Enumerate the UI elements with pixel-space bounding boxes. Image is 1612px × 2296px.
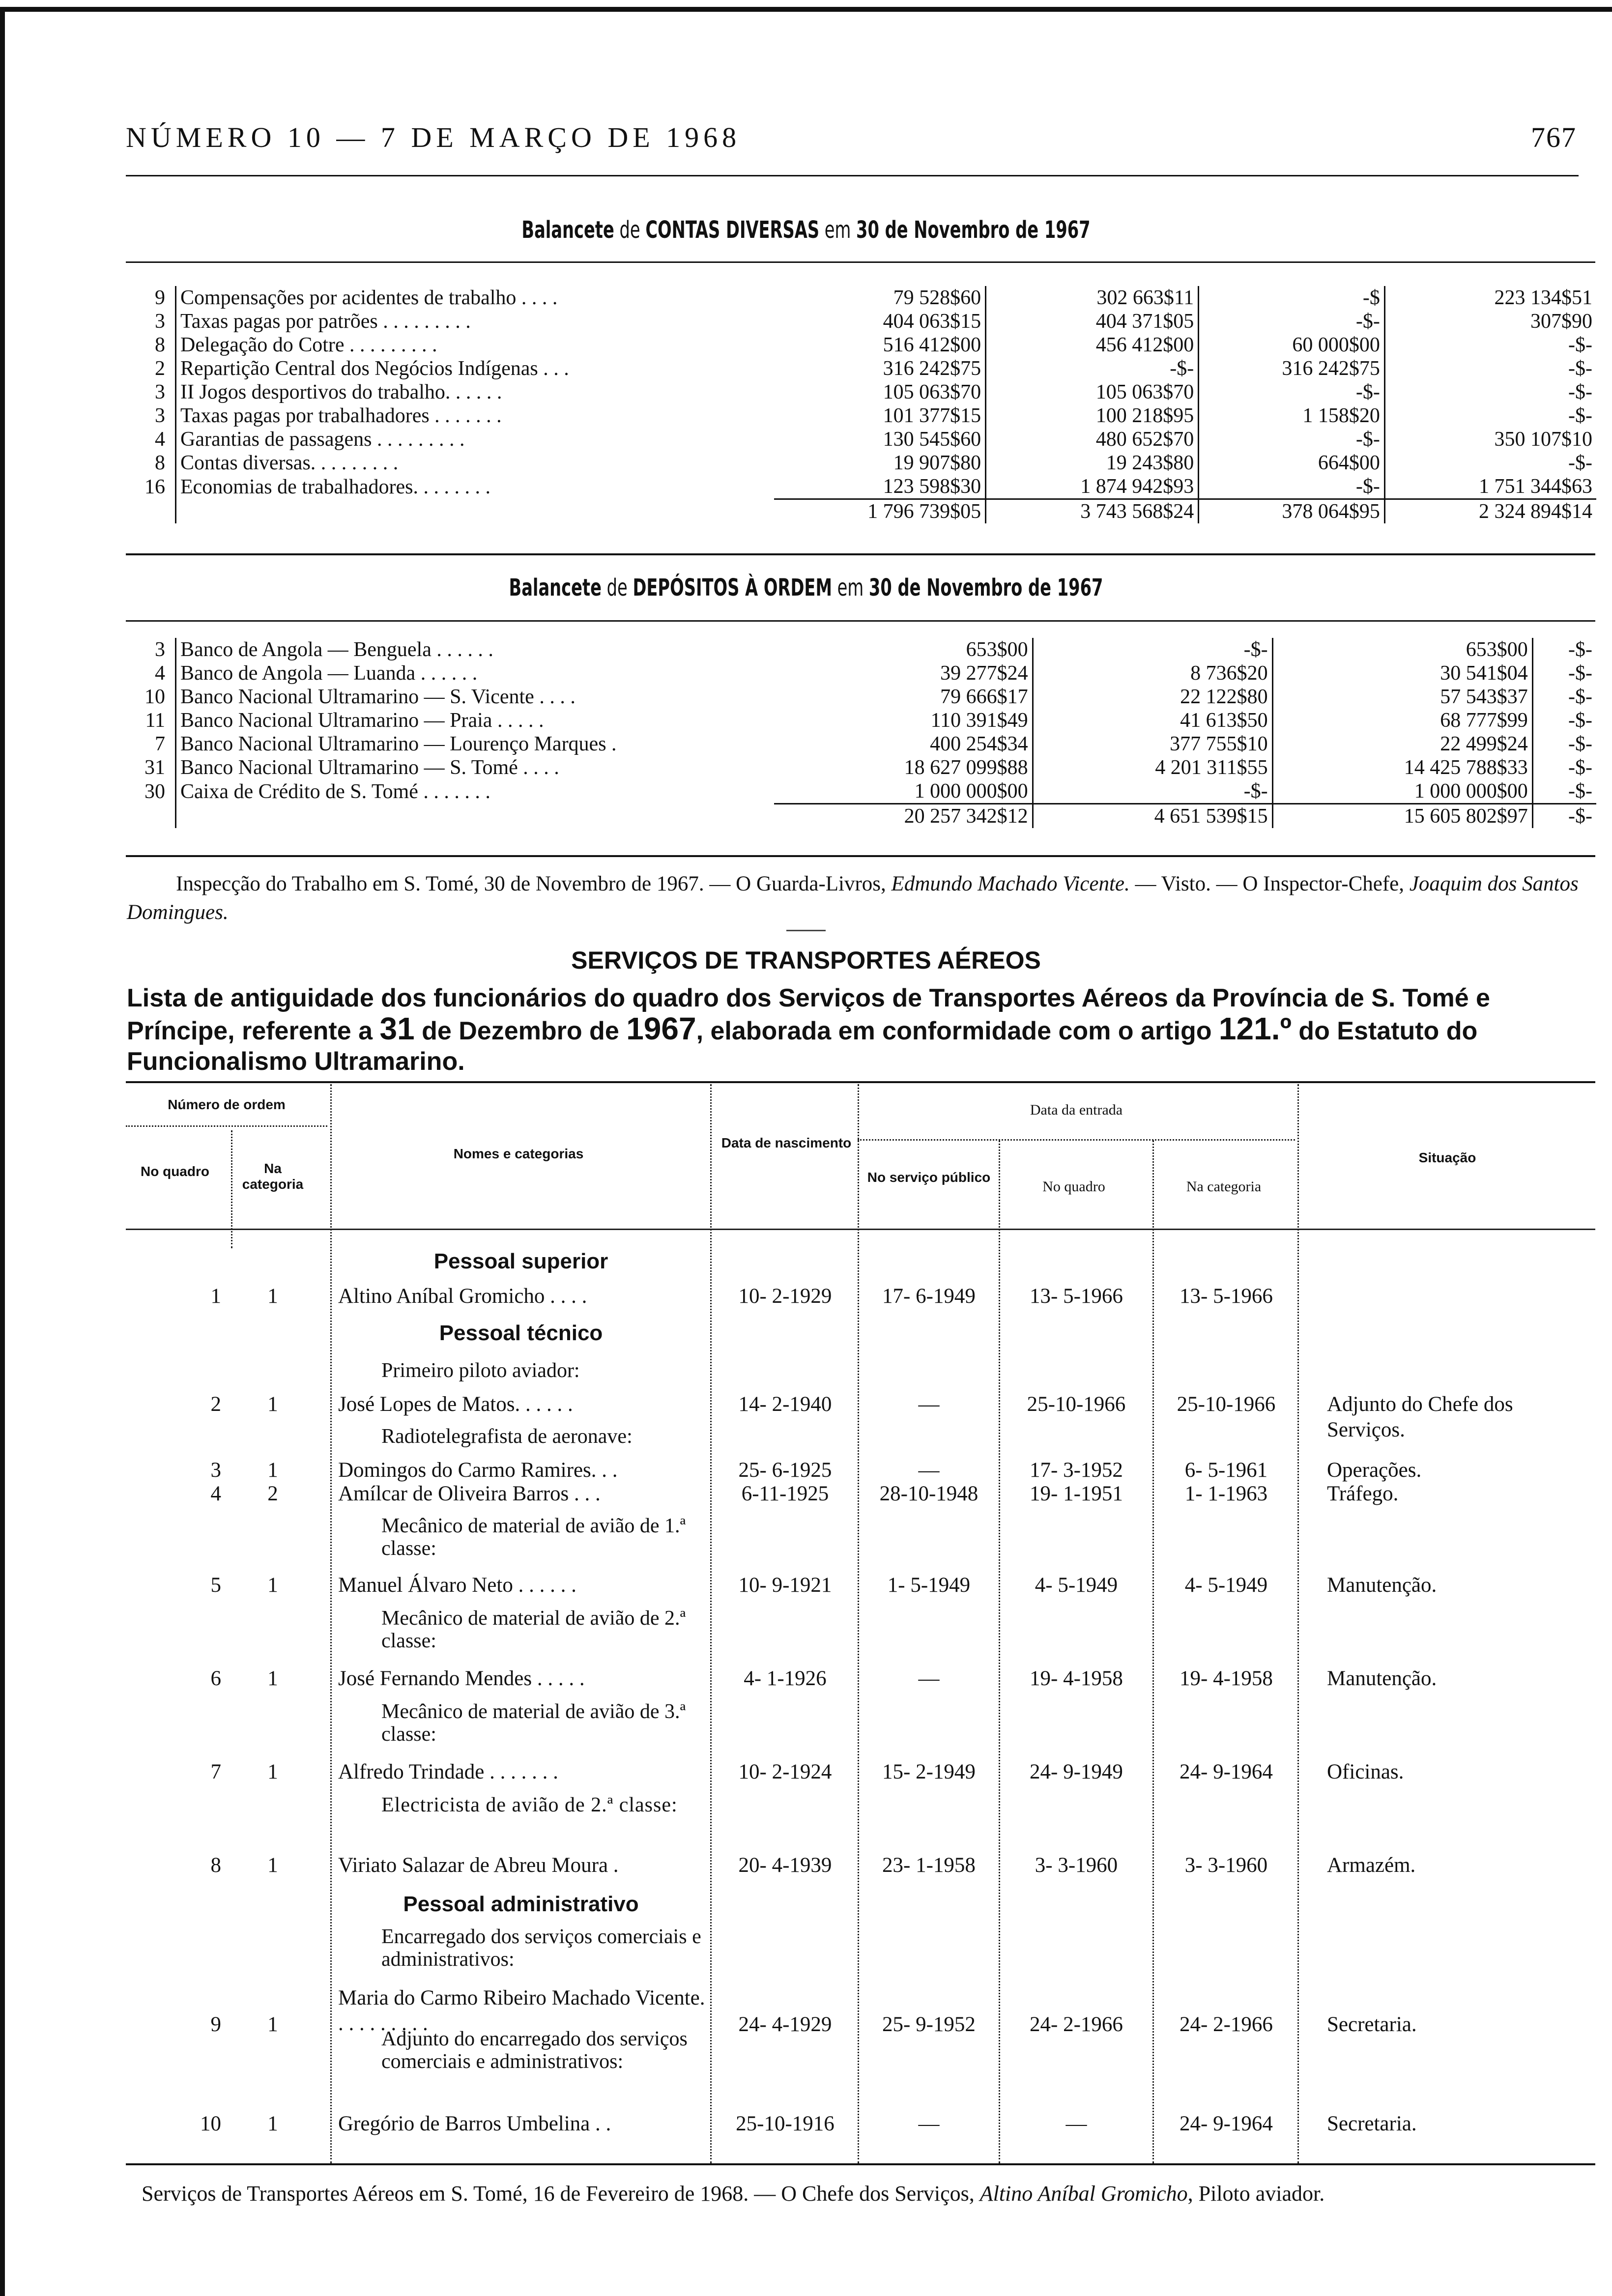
row-value: 30 541$04 <box>1272 661 1532 685</box>
row-value: -$- <box>1568 452 1592 474</box>
row-value: -$- <box>1568 733 1592 755</box>
row-value: 456 412$00 <box>986 333 1199 357</box>
birth-date: 20- 4-1939 <box>738 1854 832 1877</box>
hdr-situacao: Situação <box>1418 1150 1476 1165</box>
row-count: 10 <box>127 685 176 709</box>
row-value: 79 666$17 <box>774 685 1033 709</box>
entry-quadro: — <box>1065 2112 1087 2135</box>
na-categoria-cell: 1 <box>267 1574 278 1597</box>
balance-row <box>127 732 1596 756</box>
footer-text: Serviços de Transportes Aéreos em S. Tomé, 16 de Fevereiro de 1968. — O Chefe dos Serviços, <box>142 2181 980 2206</box>
balance-total-row <box>127 804 1596 829</box>
row-count: 8 <box>127 333 176 357</box>
chefe-name: Altino Aníbal Gromicho <box>979 2181 1188 2206</box>
entry-category: 24- 9-1964 <box>1180 1760 1273 1783</box>
row-value: 79 528$60 <box>774 286 986 310</box>
staff-situation: Adjunto do Chefe dos Serviços. <box>1327 1393 1513 1441</box>
row-value: 101 377$15 <box>774 404 986 428</box>
total-value: 20 257 342$12 <box>774 804 1033 829</box>
guarda-livros-name: Edmundo Machado Vicente. <box>891 872 1130 895</box>
hdr-no-quadro-entrada: No quadro <box>1042 1178 1105 1195</box>
row-value: -$- <box>1033 638 1272 661</box>
birth-date: 4- 1-1926 <box>744 1667 827 1690</box>
total-value: -$- <box>1532 804 1596 829</box>
birth-date: 14- 2-1940 <box>738 1393 832 1416</box>
depositos-top-rule <box>126 620 1595 622</box>
entry-public-service: — <box>918 1459 940 1482</box>
row-value: -$- <box>1568 381 1592 403</box>
title-part: de <box>601 574 633 602</box>
birth-date: 10- 2-1929 <box>738 1285 832 1308</box>
entry-category: 24- 2-1966 <box>1180 2013 1273 2036</box>
staff-name: Alfredo Trindade . . . . . . . <box>338 1760 558 1783</box>
no-quadro-cell: 10 <box>200 2112 221 2135</box>
category-adjunto: Adjunto do encarregado dos serviços comerciais e administrativos: <box>381 2028 688 2073</box>
category-mec2: Mecânico de material de avião de 2.ª classe: <box>381 1607 686 1652</box>
row-value: -$- <box>1568 404 1592 427</box>
row-value: -$ <box>1199 286 1385 310</box>
row-description: Economias de trabalhadores. . . . . . . . <box>180 475 490 498</box>
group-superior: Pessoal superior <box>433 1249 608 1273</box>
row-value: 105 063$70 <box>774 380 986 404</box>
title-part: DEPÓSITOS À ORDEM <box>633 574 832 602</box>
row-count: 3 <box>127 638 176 661</box>
balance-row <box>127 638 1596 661</box>
empty-cell <box>176 804 775 829</box>
row-value: 316 242$75 <box>774 357 986 380</box>
row-count: 30 <box>127 779 176 804</box>
group-tecnico: Pessoal técnico <box>439 1321 603 1345</box>
row-description: Taxas pagas por patrões . . . . . . . . . <box>180 310 471 333</box>
row-value: 4 201 311$55 <box>1033 756 1272 779</box>
row-value: 60 000$00 <box>1199 333 1385 357</box>
balance-total-row <box>127 499 1596 524</box>
row-description: Banco Nacional Ultramarino — Lourenço Marques . <box>180 733 617 755</box>
title-part: CONTAS DIVERSAS <box>645 216 820 244</box>
row-value: 1 158$20 <box>1199 404 1385 428</box>
staff-situation: Manutenção. <box>1327 1574 1437 1597</box>
row-value: -$- <box>986 357 1199 380</box>
balance-row <box>127 428 1596 451</box>
row-value: 400 254$34 <box>774 732 1033 756</box>
staff-situation: Armazém. <box>1327 1854 1416 1877</box>
balance-row <box>127 451 1596 475</box>
depositos-ordem-table <box>127 638 1596 828</box>
category-piloto: Primeiro piloto aviador: <box>381 1359 580 1382</box>
footer-text: , Piloto aviador. <box>1187 2181 1325 2206</box>
row-count: 3 <box>127 310 176 333</box>
no-quadro-cell: 6 <box>210 1667 221 1690</box>
hdr-divider <box>858 1139 1295 1141</box>
row-value: -$- <box>1568 334 1592 356</box>
category-mec1: Mecânico de material de avião de 1.ª classe: <box>381 1515 686 1560</box>
entry-category: 19- 4-1958 <box>1180 1667 1273 1690</box>
row-value: 68 777$99 <box>1272 709 1532 732</box>
entry-public-service: — <box>918 1667 940 1690</box>
staff-bottom-rule <box>126 2163 1595 2165</box>
row-count: 9 <box>127 286 176 310</box>
contas-title <box>177 216 1435 244</box>
no-quadro-cell: 4 <box>210 1482 221 1505</box>
row-value: 307$90 <box>1530 310 1592 333</box>
row-description: Repartição Central dos Negócios Indígenas . . . <box>180 357 569 380</box>
balance-row <box>127 286 1596 310</box>
title-part: em <box>819 216 857 244</box>
balance-row <box>127 404 1596 428</box>
row-value: 1 751 344$63 <box>1479 475 1592 498</box>
group-administrativo: Pessoal administrativo <box>403 1892 639 1916</box>
birth-date: 25- 6-1925 <box>738 1459 832 1482</box>
staff-name: Manuel Álvaro Neto . . . . . . <box>338 1574 576 1597</box>
empty-cell <box>127 804 176 829</box>
row-description: Banco de Angola — Luanda . . . . . . <box>180 662 478 685</box>
hdr-numero-ordem: Número de ordem <box>168 1097 286 1112</box>
balance-row <box>127 661 1596 685</box>
row-description: Banco de Angola — Benguela . . . . . . <box>180 638 493 661</box>
entry-category: 3- 3-1960 <box>1184 1854 1268 1877</box>
title-part: 30 de Novembro de 1967 <box>856 216 1091 244</box>
empty-cell <box>127 499 176 524</box>
row-value: 377 755$10 <box>1033 732 1272 756</box>
intro-text: 31 <box>379 1011 415 1046</box>
entry-category: 6- 5-1961 <box>1184 1459 1268 1482</box>
row-value: -$- <box>1033 779 1272 804</box>
row-value: 404 371$05 <box>986 310 1199 333</box>
row-value: -$- <box>1568 638 1592 661</box>
na-categoria-cell: 1 <box>267 1285 278 1308</box>
row-value: 57 543$37 <box>1272 685 1532 709</box>
birth-date: 25-10-1916 <box>736 2112 835 2135</box>
entry-category: 24- 9-1964 <box>1180 2112 1273 2135</box>
total-value: 4 651 539$15 <box>1033 804 1272 829</box>
entry-quadro: 24- 9-1949 <box>1030 1760 1123 1783</box>
balance-row <box>127 310 1596 333</box>
intro-text: 1967 <box>626 1011 696 1046</box>
row-value: 480 652$70 <box>986 428 1199 451</box>
depositos-title <box>177 574 1435 602</box>
row-value: -$- <box>1568 686 1592 708</box>
balance-row <box>127 709 1596 732</box>
row-value: -$- <box>1199 380 1385 404</box>
staff-situation: Secretaria. <box>1327 2112 1417 2135</box>
intro-text: do Estatuto do Funcionalismo Ultramarino. <box>127 1017 1478 1076</box>
hdr-data-nasc: Data de nascimento <box>721 1135 852 1150</box>
na-categoria-cell: 1 <box>267 2112 278 2135</box>
total-value: 15 605 802$97 <box>1272 804 1532 829</box>
row-count: 3 <box>127 404 176 428</box>
row-value: 223 134$51 <box>1494 287 1592 309</box>
no-quadro-cell: 5 <box>210 1574 221 1597</box>
row-value: 8 736$20 <box>1033 661 1272 685</box>
row-description: II Jogos desportivos do trabalho. . . . . . <box>180 381 502 403</box>
row-value: -$- <box>1568 357 1592 380</box>
entry-quadro: 13- 5-1966 <box>1030 1285 1123 1308</box>
na-categoria-cell: 2 <box>267 1482 278 1505</box>
staff-top-rule <box>126 1081 1595 1083</box>
hdr-divider <box>126 1125 327 1127</box>
balance-row <box>127 357 1596 380</box>
row-value: 516 412$00 <box>774 333 986 357</box>
row-value: 350 107$10 <box>1494 428 1592 451</box>
row-description: Compensações por acidentes de trabalho . . . . <box>180 287 558 309</box>
category-mec3: Mecânico de material de avião de 3.ª classe: <box>381 1700 686 1746</box>
staff-name: Domingos do Carmo Ramires. . . <box>338 1459 618 1482</box>
entry-quadro: 19- 1-1951 <box>1030 1482 1123 1505</box>
row-description: Delegação do Cotre . . . . . . . . . <box>180 334 437 356</box>
birth-date: 24- 4-1929 <box>738 2013 832 2036</box>
servicos-signature <box>127 2180 1596 2208</box>
entry-public-service: 28-10-1948 <box>879 1482 979 1505</box>
entry-quadro: 19- 4-1958 <box>1030 1667 1123 1690</box>
total-value: 2 324 894$14 <box>1384 499 1596 524</box>
col-line <box>330 1084 332 2163</box>
row-value: -$- <box>1568 780 1592 803</box>
title-part: 30 de Novembro de 1967 <box>868 574 1103 602</box>
balance-row <box>127 756 1596 779</box>
row-count: 4 <box>127 428 176 451</box>
row-count: 8 <box>127 451 176 475</box>
no-quadro-cell: 7 <box>210 1760 221 1783</box>
contas-bottom-rule <box>126 553 1595 555</box>
row-value: 110 391$49 <box>774 709 1033 732</box>
total-value: 3 743 568$24 <box>986 499 1199 524</box>
row-value: 41 613$50 <box>1033 709 1272 732</box>
row-value: -$- <box>1568 709 1592 732</box>
intro-text: , elaborada em conformidade com o artigo <box>696 1017 1219 1045</box>
category-electricista: Electricista de avião de 2.ª classe: <box>381 1794 678 1816</box>
hdr-servico-publico: No serviço público <box>867 1170 991 1185</box>
staff-situation: Operações. <box>1327 1459 1422 1482</box>
empty-cell <box>176 499 775 524</box>
row-value: 653$00 <box>774 638 1033 661</box>
entry-public-service: — <box>918 1393 940 1416</box>
running-header <box>126 121 1577 160</box>
inspeccao-text: Inspecção do Trabalho em S. Tomé, 30 de Novembro de 1967. — O Guarda-Livros, <box>176 872 892 895</box>
entry-category: 13- 5-1966 <box>1180 1285 1273 1308</box>
inspector-name: Joaquim dos Santos Domingues. <box>127 872 1579 924</box>
total-value: 378 064$95 <box>1199 499 1385 524</box>
col-line <box>1152 1140 1154 2163</box>
entry-public-service: 1- 5-1949 <box>887 1574 971 1597</box>
balance-row <box>127 333 1596 357</box>
na-categoria-cell: 1 <box>267 1760 278 1783</box>
row-count: 7 <box>127 732 176 756</box>
staff-situation: Secretaria. <box>1327 2013 1417 2036</box>
entry-category: 1- 1-1963 <box>1184 1482 1268 1505</box>
col-line <box>858 1084 859 2163</box>
staff-situation: Tráfego. <box>1327 1482 1399 1505</box>
row-value: 316 242$75 <box>1199 357 1385 380</box>
row-value: 39 277$24 <box>774 661 1033 685</box>
staff-name: José Lopes de Matos. . . . . . <box>338 1393 573 1416</box>
row-count: 16 <box>127 475 176 499</box>
col-line <box>1297 1084 1299 2163</box>
col-line <box>710 1084 712 2163</box>
total-value: 1 796 739$05 <box>774 499 986 524</box>
category-encarregado: Encarregado dos serviços comerciais e administrativos: <box>381 1925 701 1971</box>
entry-quadro: 24- 2-1966 <box>1030 2013 1123 2036</box>
header-rule <box>126 175 1579 176</box>
no-quadro-cell: 3 <box>210 1459 221 1482</box>
title-part: de <box>614 216 646 244</box>
row-value: 105 063$70 <box>986 380 1199 404</box>
entry-quadro: 25-10-1966 <box>1027 1393 1126 1416</box>
staff-situation: Oficinas. <box>1327 1760 1404 1783</box>
row-value: 1 000 000$00 <box>1272 779 1532 804</box>
row-description: Taxas pagas por trabalhadores . . . . . . . <box>180 404 502 427</box>
row-value: -$- <box>1568 662 1592 685</box>
staff-situation: Manutenção. <box>1327 1667 1437 1690</box>
row-value: 653$00 <box>1272 638 1532 661</box>
row-value: 22 499$24 <box>1272 732 1532 756</box>
no-quadro-cell: 8 <box>210 1854 221 1877</box>
hdr-na-categoria: Na categoria <box>242 1161 304 1192</box>
servicos-intro <box>127 983 1596 1077</box>
hdr-nomes: Nomes e categorias <box>453 1146 584 1161</box>
row-value: -$- <box>1568 756 1592 779</box>
no-quadro-cell: 1 <box>210 1285 221 1308</box>
entry-public-service: — <box>918 2112 940 2135</box>
row-value: 14 425 788$33 <box>1272 756 1532 779</box>
scan-border-left <box>0 7 5 2296</box>
balance-row <box>127 779 1596 804</box>
entry-public-service: 25- 9-1952 <box>882 2013 976 2036</box>
staff-name: Altino Aníbal Gromicho . . . . <box>338 1285 587 1308</box>
balance-row <box>127 685 1596 709</box>
issue-line: NÚMERO 10 — 7 DE MARÇO DE 1968 <box>126 121 741 153</box>
entry-category: 4- 5-1949 <box>1184 1574 1268 1597</box>
intro-text: de Dezembro de <box>414 1017 627 1045</box>
row-value: 664$00 <box>1199 451 1385 475</box>
row-count: 4 <box>127 661 176 685</box>
balance-row <box>127 380 1596 404</box>
row-value: -$- <box>1199 475 1385 499</box>
row-value: 1 874 942$93 <box>986 475 1199 499</box>
row-count: 2 <box>127 357 176 380</box>
row-description: Garantias de passagens . . . . . . . . . <box>180 428 465 451</box>
inspeccao-signature <box>127 870 1596 927</box>
contas-diversas-table <box>127 286 1596 523</box>
row-value: 404 063$15 <box>774 310 986 333</box>
entry-category: 25-10-1966 <box>1177 1393 1276 1416</box>
na-categoria-cell: 1 <box>267 2013 278 2036</box>
staff-name: Viriato Salazar de Abreu Moura . <box>338 1854 619 1877</box>
na-categoria-cell: 1 <box>267 1459 278 1482</box>
entry-quadro: 3- 3-1960 <box>1035 1854 1118 1877</box>
entry-public-service: 17- 6-1949 <box>882 1285 976 1308</box>
row-description: Banco Nacional Ultramarino — Praia . . . . . <box>180 709 544 732</box>
row-count: 31 <box>127 756 176 779</box>
row-value: 130 545$60 <box>774 428 986 451</box>
row-value: 19 243$80 <box>986 451 1199 475</box>
entry-public-service: 15- 2-1949 <box>882 1760 976 1783</box>
staff-name: Maria do Carmo Ribeiro Machado Vicente. . . . . . . . . . <box>338 1986 705 2035</box>
intro-text: Lista de antiguidade dos funcionários do quadro dos Serviços de Transportes Aéreos da Província de S. Tomé e Príncipe, referente a <box>127 984 1490 1045</box>
row-value: 100 218$95 <box>986 404 1199 428</box>
row-count: 11 <box>127 709 176 732</box>
na-categoria-cell: 1 <box>267 1854 278 1877</box>
col-line <box>231 1130 232 1248</box>
no-quadro-cell: 2 <box>210 1393 221 1416</box>
row-value: 1 000 000$00 <box>774 779 1033 804</box>
title-part: Balancete <box>509 574 602 602</box>
servicos-title: SERVIÇOS DE TRANSPORTES AÉREOS <box>571 947 1041 974</box>
col-line <box>999 1140 1000 2163</box>
hdr-na-categoria-entrada: Na categoria <box>1186 1178 1262 1195</box>
row-value: 19 907$80 <box>774 451 986 475</box>
scan-border-top <box>0 7 1612 12</box>
row-count: 3 <box>127 380 176 404</box>
row-description: Banco Nacional Ultramarino — S. Tomé . . . . <box>180 756 559 779</box>
staff-name: Amílcar de Oliveira Barros . . . <box>338 1482 601 1505</box>
entry-quadro: 4- 5-1949 <box>1035 1574 1118 1597</box>
row-description: Caixa de Crédito de S. Tomé . . . . . . . <box>180 780 490 803</box>
birth-date: 6-11-1925 <box>741 1482 829 1505</box>
contas-top-rule <box>126 261 1595 263</box>
row-description: Banco Nacional Ultramarino — S. Vicente . . . . <box>180 686 576 708</box>
na-categoria-cell: 1 <box>267 1667 278 1690</box>
title-part: em <box>832 574 869 602</box>
hdr-data-entrada: Data da entrada <box>1030 1102 1123 1118</box>
row-value: 18 627 099$88 <box>774 756 1033 779</box>
intro-text: 121.º <box>1218 1011 1292 1046</box>
staff-name: Gregório de Barros Umbelina . . <box>338 2112 611 2135</box>
birth-date: 10- 2-1924 <box>738 1760 832 1783</box>
row-value: 22 122$80 <box>1033 685 1272 709</box>
depositos-bottom-rule <box>126 855 1595 857</box>
row-description: Contas diversas. . . . . . . . . <box>180 452 399 474</box>
category-radio: Radiotelegrafista de aeronave: <box>381 1425 633 1448</box>
staff-name: José Fernando Mendes . . . . . <box>338 1667 585 1690</box>
inspeccao-text: — Visto. — O Inspector-Chefe, <box>1129 872 1410 895</box>
balance-row <box>127 475 1596 499</box>
row-value: -$- <box>1199 310 1385 333</box>
no-quadro-cell: 9 <box>210 2013 221 2036</box>
ornament-divider <box>786 930 826 931</box>
row-value: -$- <box>1199 428 1385 451</box>
entry-quadro: 17- 3-1952 <box>1030 1459 1123 1482</box>
na-categoria-cell: 1 <box>267 1393 278 1416</box>
staff-header-rule <box>126 1229 1595 1230</box>
row-value: 123 598$30 <box>774 475 986 499</box>
birth-date: 10- 9-1921 <box>738 1574 832 1597</box>
page-number: 767 <box>1531 121 1577 153</box>
hdr-no-quadro: No quadro <box>141 1164 209 1179</box>
row-value: 302 663$11 <box>986 286 1199 310</box>
title-part: Balancete <box>521 216 614 244</box>
entry-public-service: 23- 1-1958 <box>882 1854 976 1877</box>
